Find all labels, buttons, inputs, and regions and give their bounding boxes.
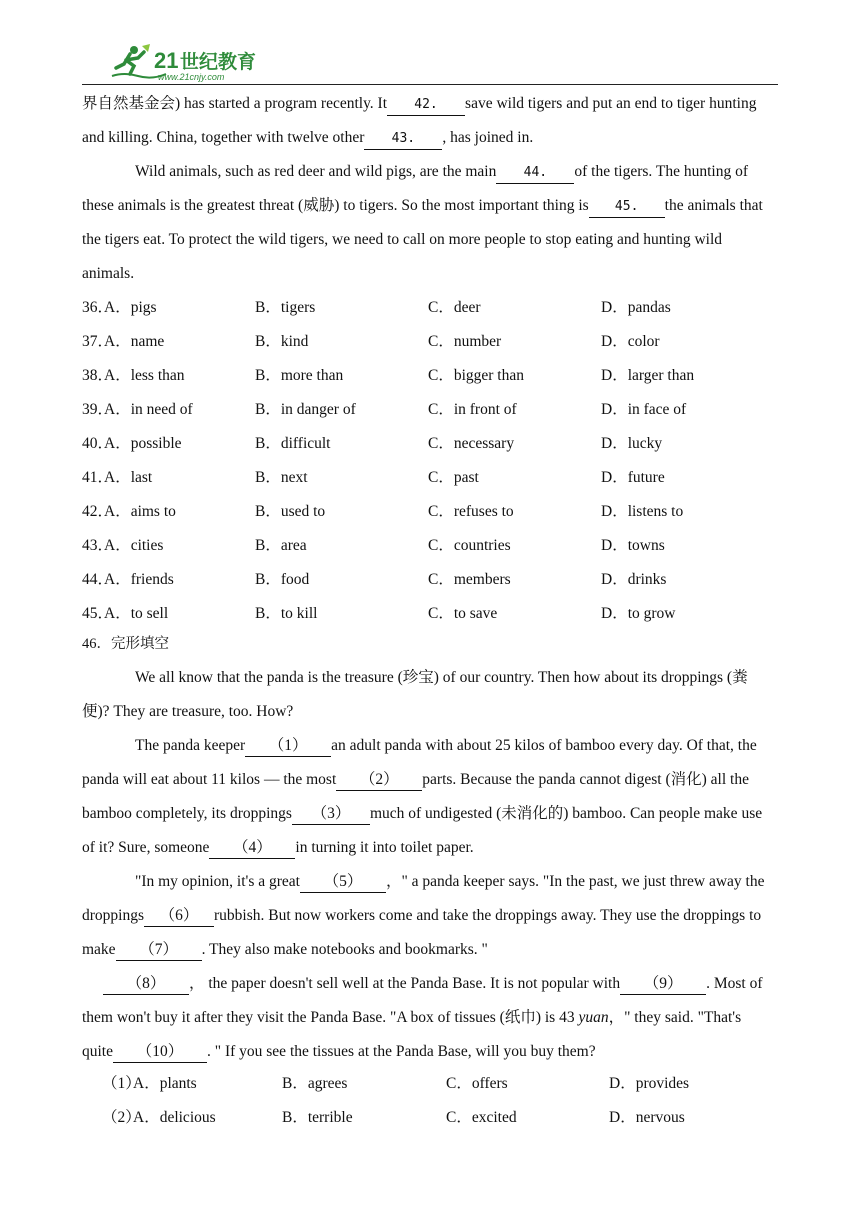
site-logo: [104, 42, 284, 84]
page-header: [82, 40, 778, 86]
passage-line: the tigers eat. To protect the wild tigers, we need to call on more people to stop eating and hunting wild: [82, 231, 722, 248]
answer-option[interactable]: C．past: [428, 469, 479, 486]
passage-line: [82, 899, 761, 933]
answer-option[interactable]: B．in danger of: [255, 401, 356, 418]
passage-line: [103, 967, 763, 1001]
text: panda will eat about 11 kilos — the most: [82, 771, 337, 788]
answer-option[interactable]: D．provides: [609, 1075, 690, 1092]
answer-option[interactable]: D．larger than: [601, 367, 695, 384]
answer-option[interactable]: A．possible: [104, 435, 182, 452]
text: them won't buy it after they visit the Panda Base. "A box of tissues (纸巾) is 43: [82, 1009, 579, 1026]
answer-option[interactable]: B．terrible: [282, 1109, 353, 1126]
question-row: [82, 393, 782, 427]
text: in turning it into toilet paper.: [295, 839, 474, 856]
question-number: 39．: [82, 401, 114, 418]
answer-option[interactable]: A．less than: [104, 367, 185, 384]
question-row: [82, 427, 782, 461]
passage-line: [82, 831, 474, 865]
answer-option[interactable]: C．to save: [428, 605, 498, 622]
text: Wild animals, such as red deer and wild pigs, are the main: [135, 163, 497, 180]
text: . They also make notebooks and bookmarks. ": [201, 941, 488, 958]
text: The panda keeper: [135, 737, 246, 754]
answer-option[interactable]: A．name: [104, 333, 165, 350]
text: much of undigested (未消化的) bamboo. Can people make use: [369, 805, 763, 822]
passage-line: [82, 121, 533, 155]
answer-option[interactable]: A．aims to: [104, 503, 176, 520]
answer-option[interactable]: B．used to: [255, 503, 326, 520]
question-number: 38．: [82, 367, 114, 384]
answer-option[interactable]: C．excited: [446, 1109, 517, 1126]
answer-option[interactable]: B．kind: [255, 333, 309, 350]
answer-option[interactable]: C．members: [428, 571, 511, 588]
text: , has joined in.: [442, 129, 534, 146]
question-row: [82, 529, 782, 563]
answer-option[interactable]: B．difficult: [255, 435, 331, 452]
blank-5[interactable]: （5）: [300, 872, 386, 893]
header-rule: [82, 84, 778, 85]
question-row: [82, 1067, 782, 1101]
answer-option[interactable]: D．towns: [601, 537, 665, 554]
text: ， the paper doesn't sell well at the Panda Base. It is not popular with: [189, 975, 621, 992]
blank-10[interactable]: （10）: [113, 1042, 207, 1063]
question-row: [82, 563, 782, 597]
answer-option[interactable]: A．last: [104, 469, 153, 486]
question-row: [82, 291, 782, 325]
question-number: 44．: [82, 571, 114, 588]
answer-option[interactable]: B．tigers: [255, 299, 316, 316]
blank-43[interactable]: 43.: [364, 129, 442, 150]
blank-8[interactable]: （8）: [103, 974, 189, 995]
answer-option[interactable]: D．lucky: [601, 435, 663, 452]
passage-line: [82, 1035, 596, 1069]
text: quite: [82, 1043, 113, 1060]
section-title: 46．完形填空: [82, 636, 169, 652]
question-number: 45．: [82, 605, 114, 622]
answer-option[interactable]: A．friends: [104, 571, 174, 588]
question-row: [82, 597, 782, 631]
svg-text:21: 21: [154, 48, 179, 73]
answer-option[interactable]: C．in front of: [428, 401, 517, 418]
text: and killing. China, together with twelve other: [82, 129, 365, 146]
answer-option[interactable]: C．bigger than: [428, 367, 524, 384]
text: droppings: [82, 907, 144, 924]
blank-42[interactable]: 42.: [387, 95, 465, 116]
passage-line: [82, 1001, 741, 1035]
answer-option[interactable]: A．in need of: [104, 401, 193, 418]
answer-option[interactable]: D．listens to: [601, 503, 684, 520]
text: of the tigers. The hunting of: [574, 163, 749, 180]
blank-44[interactable]: 44.: [496, 163, 574, 184]
passage-line: [82, 729, 757, 763]
question-row: [82, 325, 782, 359]
text: "In my opinion, it's a great: [135, 873, 300, 890]
answer-option[interactable]: D．future: [601, 469, 665, 486]
blank-6[interactable]: （6）: [144, 906, 214, 927]
answer-option[interactable]: C．offers: [446, 1075, 508, 1092]
question-number: 40．: [82, 435, 114, 452]
text: . " If you see the tissues at the Panda Base, will you buy them?: [207, 1043, 596, 1060]
text: of it? Sure, someone: [82, 839, 210, 856]
blank-9[interactable]: （9）: [620, 974, 706, 995]
question-row: [82, 1101, 782, 1135]
answer-option[interactable]: D．pandas: [601, 299, 671, 316]
blank-2[interactable]: （2）: [336, 770, 422, 791]
answer-option[interactable]: D．nervous: [609, 1109, 685, 1126]
answer-option[interactable]: B．more than: [255, 367, 344, 384]
answer-option[interactable]: C．number: [428, 333, 502, 350]
question-number: 43．: [82, 537, 114, 554]
answer-option[interactable]: A．to sell: [104, 605, 169, 622]
text: make: [82, 941, 116, 958]
answer-option[interactable]: B．to kill: [255, 605, 318, 622]
answer-option[interactable]: A．delicious: [133, 1109, 216, 1126]
text: bamboo completely, its droppings: [82, 805, 292, 822]
text: save wild tigers and put an end to tiger hunting: [465, 95, 757, 112]
blank-7[interactable]: （7）: [116, 940, 202, 961]
answer-option[interactable]: B．next: [255, 469, 308, 486]
passage-line: [82, 189, 763, 223]
question-number: 36．: [82, 299, 114, 316]
blank-3[interactable]: （3）: [292, 804, 370, 825]
answer-option[interactable]: D．drinks: [601, 571, 667, 588]
passage-line: We all know that the panda is the treasure (珍宝) of our country. Then how about its droppings (粪: [135, 669, 748, 686]
blank-45[interactable]: 45.: [589, 197, 665, 218]
text: . Most of: [706, 975, 763, 992]
text: ，" a panda keeper says. "In the past, we just threw away the: [385, 873, 765, 890]
answer-option[interactable]: A．cities: [104, 537, 164, 554]
passage-line: [82, 933, 488, 967]
answer-option[interactable]: D．to grow: [601, 605, 676, 622]
answer-option[interactable]: C．deer: [428, 299, 481, 316]
passage-line: [82, 763, 749, 797]
text: parts. Because the panda cannot digest (消化) all the: [422, 771, 749, 788]
svg-text:www.21cnjy.com: www.21cnjy.com: [158, 72, 225, 82]
question-row: [82, 359, 782, 393]
question-number: 41．: [82, 469, 114, 486]
passage-line: [82, 797, 762, 831]
text: these animals is the greatest threat (威胁) to tigers. So the most important thing is: [82, 197, 589, 214]
answer-option[interactable]: D．in face of: [601, 401, 687, 418]
blank-4[interactable]: （4）: [209, 838, 295, 859]
text: ，" they said. "That's: [608, 1009, 742, 1026]
question-number: （1）: [102, 1075, 141, 1092]
text: rubbish. But now workers come and take the droppings away. They use the droppings to: [214, 907, 762, 924]
answer-option[interactable]: B．area: [255, 537, 307, 554]
answer-option[interactable]: C．necessary: [428, 435, 515, 452]
answer-option[interactable]: A．plants: [133, 1075, 197, 1092]
question-number: （2）: [102, 1109, 141, 1126]
passage-line: [82, 155, 748, 189]
text: the animals that: [664, 197, 763, 214]
passage-line: [82, 87, 756, 121]
passage-line: [82, 865, 764, 899]
svg-text:世纪教育: 世纪教育: [180, 51, 257, 73]
question-number: 42．: [82, 503, 114, 520]
answer-option[interactable]: B．food: [255, 571, 310, 588]
text: 界自然基金会) has started a program recently. It: [82, 95, 388, 112]
answer-option[interactable]: C．refuses to: [428, 503, 514, 520]
text: an adult panda with about 25 kilos of bamboo every day. Of that, the: [331, 737, 757, 754]
question-row: [82, 461, 782, 495]
blank-1[interactable]: （1）: [245, 736, 331, 757]
answer-option[interactable]: C．countries: [428, 537, 511, 554]
answer-option[interactable]: D．color: [601, 333, 660, 350]
passage-line: animals.: [82, 265, 135, 282]
question-number: 37．: [82, 333, 114, 350]
question-row: [82, 495, 782, 529]
answer-option[interactable]: B．agrees: [282, 1075, 348, 1092]
passage-line: 便)? They are treasure, too. How?: [82, 703, 294, 720]
answer-option[interactable]: A．pigs: [104, 299, 157, 316]
text: yuan: [578, 1009, 609, 1026]
